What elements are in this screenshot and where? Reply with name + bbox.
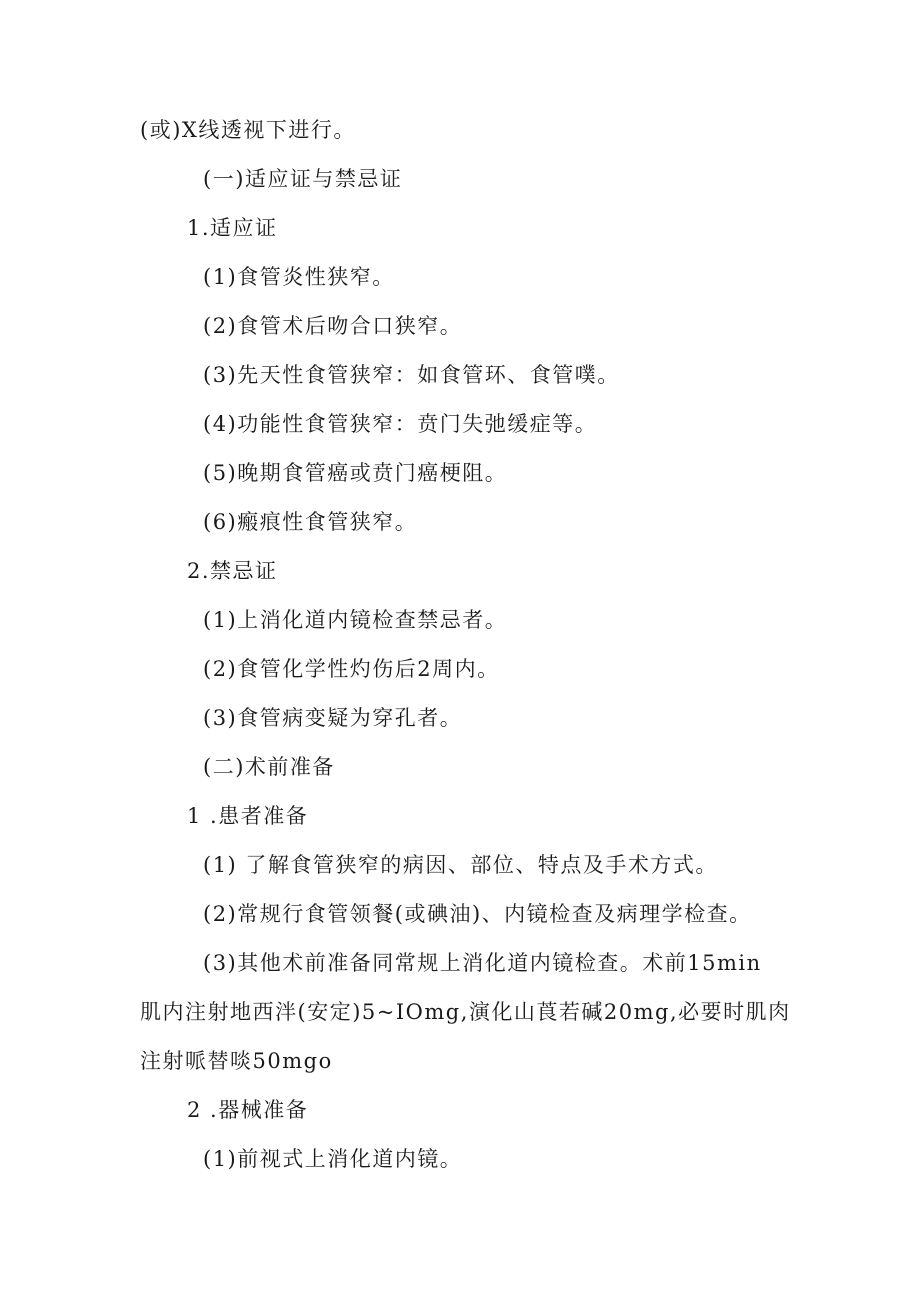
list-item: (1) 了解食管狭窄的病因、部位、特点及手术方式。 <box>203 853 718 877</box>
list-item: (5)晚期食管癌或贲门癌梗阻。 <box>203 461 508 485</box>
text-line-continuation: (或)X线透视下进行。 <box>140 118 356 142</box>
text-line-continuation: 注射哌替啖50mgo <box>140 1049 333 1073</box>
list-item: (3)先天性食管狭窄：如食管环、食管噗。 <box>203 363 620 387</box>
list-item: (1)食管炎性狭窄。 <box>203 265 395 289</box>
list-item: (1)前视式上消化道内镜。 <box>203 1147 463 1171</box>
list-item: (3)食管病变疑为穿孔者。 <box>203 706 463 730</box>
list-item: (6)瘢痕性食管狭窄。 <box>203 510 418 534</box>
list-item: (2)常规行食管领餐(或碘油)、内镜检查及病理学检查。 <box>203 902 752 926</box>
list-item: (2)食管化学性灼伤后2周内。 <box>203 657 500 681</box>
subheading-patient-preparation: 1 .患者准备 <box>187 804 309 828</box>
list-item: (4)功能性食管狭窄：贲门失弛缓症等。 <box>203 412 598 436</box>
list-item: (2)食管术后吻合口狭窄。 <box>203 314 463 338</box>
subheading-indications: 1.适应证 <box>187 216 278 240</box>
section-heading-preparation: (二)术前准备 <box>203 755 335 779</box>
text-line-continuation: 肌内注射地西泮(安定)5~IOmg,演化山莨若碱20mg,必要时肌肉 <box>140 1000 791 1024</box>
list-item: (3)其他术前准备同常规上消化道内镜检查。术前15min <box>203 951 762 975</box>
subheading-equipment-preparation: 2 .器械准备 <box>187 1098 309 1122</box>
list-item: (1)上消化道内镜检查禁忌者。 <box>203 608 508 632</box>
section-heading-indications: (一)适应证与禁忌证 <box>203 167 403 191</box>
subheading-contraindications: 2.禁忌证 <box>187 559 278 583</box>
